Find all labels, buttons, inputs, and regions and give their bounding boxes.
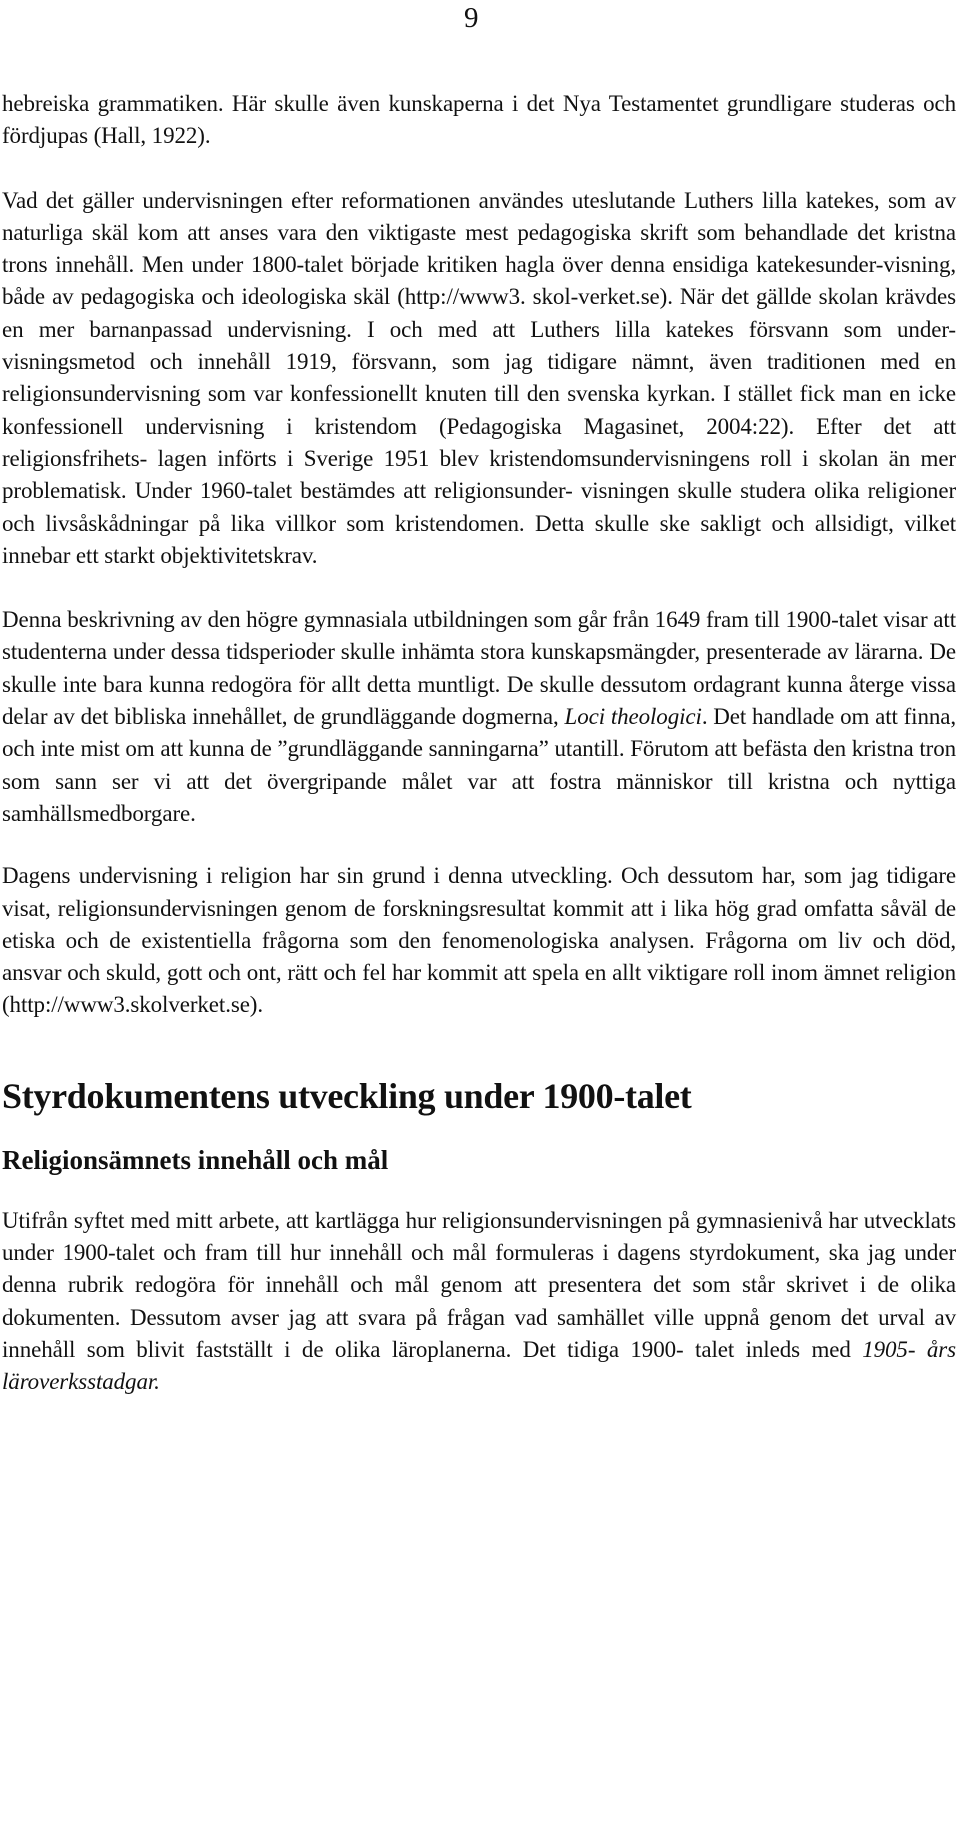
paragraph-3-text-b: . Det handlade om att finna, och inte mist om att kunna de ”grundläggande sanningarna” utantill. Förutom att befästa den kristna tron som sann ser vi att det övergripande målet var att fostra människor till kristna och nyttiga samhällsmedborgare.: [2, 704, 957, 826]
paragraph-4: Dagens undervisning i religion har sin grund i denna utveckling. Och dessutom har, som jag tidigare visat, religionsundervisningen genom de forskningsresultat kommit att i lika hög grad omfatta såväl de etiska och de existentiella frågorna som den fenomenologiska analysen. Frågorna om liv och död, ansvar och skuld, gott och ont, rätt och fel har kommit att spela en allt viktigare roll inom ämnet religion (http://www3.skolverket.se).: [2, 863, 956, 1018]
loci-theologici-italic: Loci theologici: [564, 704, 702, 730]
paragraph-5: [2, 1205, 956, 1399]
paragraph-1: hebreiska grammatiken. Här skulle även kunskaperna i det Nya Testamentet grundligare studeras och fördjupas (Hall, 1922).: [2, 91, 956, 149]
page-content: [2, 88, 956, 1399]
paragraph-5-text: Utifrån syftet med mitt arbete, att kartlägga hur religionsundervisningen på gymnasienivå har utvecklats under 1900-talet och fram till hur innehåll och mål formuleras i dagens styrdokument, ska jag under denna rubrik redogöra för innehåll och mål genom att presentera det som står skrivet i de olika dokumenten. Dessutom avser jag att svara på frågan vad samhället ville uppnå genom det urval av innehåll som blivit fastställt i de olika läroplanerna. Det tidiga 1900- talet inleds med: [2, 1207, 956, 1362]
subsection-heading: Religionsämnets innehåll och mål: [2, 1144, 389, 1175]
section-heading: Styrdokumentens utveckling under 1900-talet: [2, 1075, 692, 1116]
laroverksstadgar-italic: 1905- års läroverksstadgar.: [2, 1336, 956, 1395]
paragraph-3-text-a: Denna beskrivning av den högre gymnasiala utbildningen som går från 1649 fram till 1900-talet visar att studenterna under dessa tidsperioder skulle inhämta stora kunskapsmängder, presenterade av lärarna. De skulle inte bara kunna redogöra för allt detta muntligt. De skulle dessutom ordagrant kunna återge vissa delar av det bibliska innehållet, de grundläggande dogmerna,: [2, 607, 956, 730]
page-number: 9: [464, 2, 479, 34]
paragraph-3: [2, 604, 956, 830]
paragraph-2: Vad det gäller undervisningen efter reformationen användes uteslutande Luthers lilla katekes, som av naturliga skäl kom att anses vara den viktigaste mest pedagogiska skrift som behandlade det kristna trons innehåll. Men under 1800-talet började kritiken hagla över denna ensidiga katekesunder-visning, både av pedagogiska och ideologiska skäl (http://www3. skol-verket.se). När det gällde skolan krävdes en mer barnanpassad undervisning. I och med att Luthers lilla katekes försvann som under- visningsmetod och innehåll 1919, försvann, som jag tidigare nämnt, även traditionen med en religionsundervisning som var konfessionellt knuten till den svenska kyrkan. I stället fick man en icke konfessionell undervisning i kristendom (Pedagogiska Magasinet, 2004:22). Efter det att religionsfrihets- lagen införts i Sverige 1951 blev kristendomsundervisningens roll i skolan än mer problematisk. Under 1960-talet bestämdes att religionsunder- visningen skulle studera olika religioner och livsåskådningar på lika villkor som kristendomen. Detta skulle ske sakligt och allsidigt, vilket innebar ett starkt objektivitetskrav.: [2, 187, 956, 568]
